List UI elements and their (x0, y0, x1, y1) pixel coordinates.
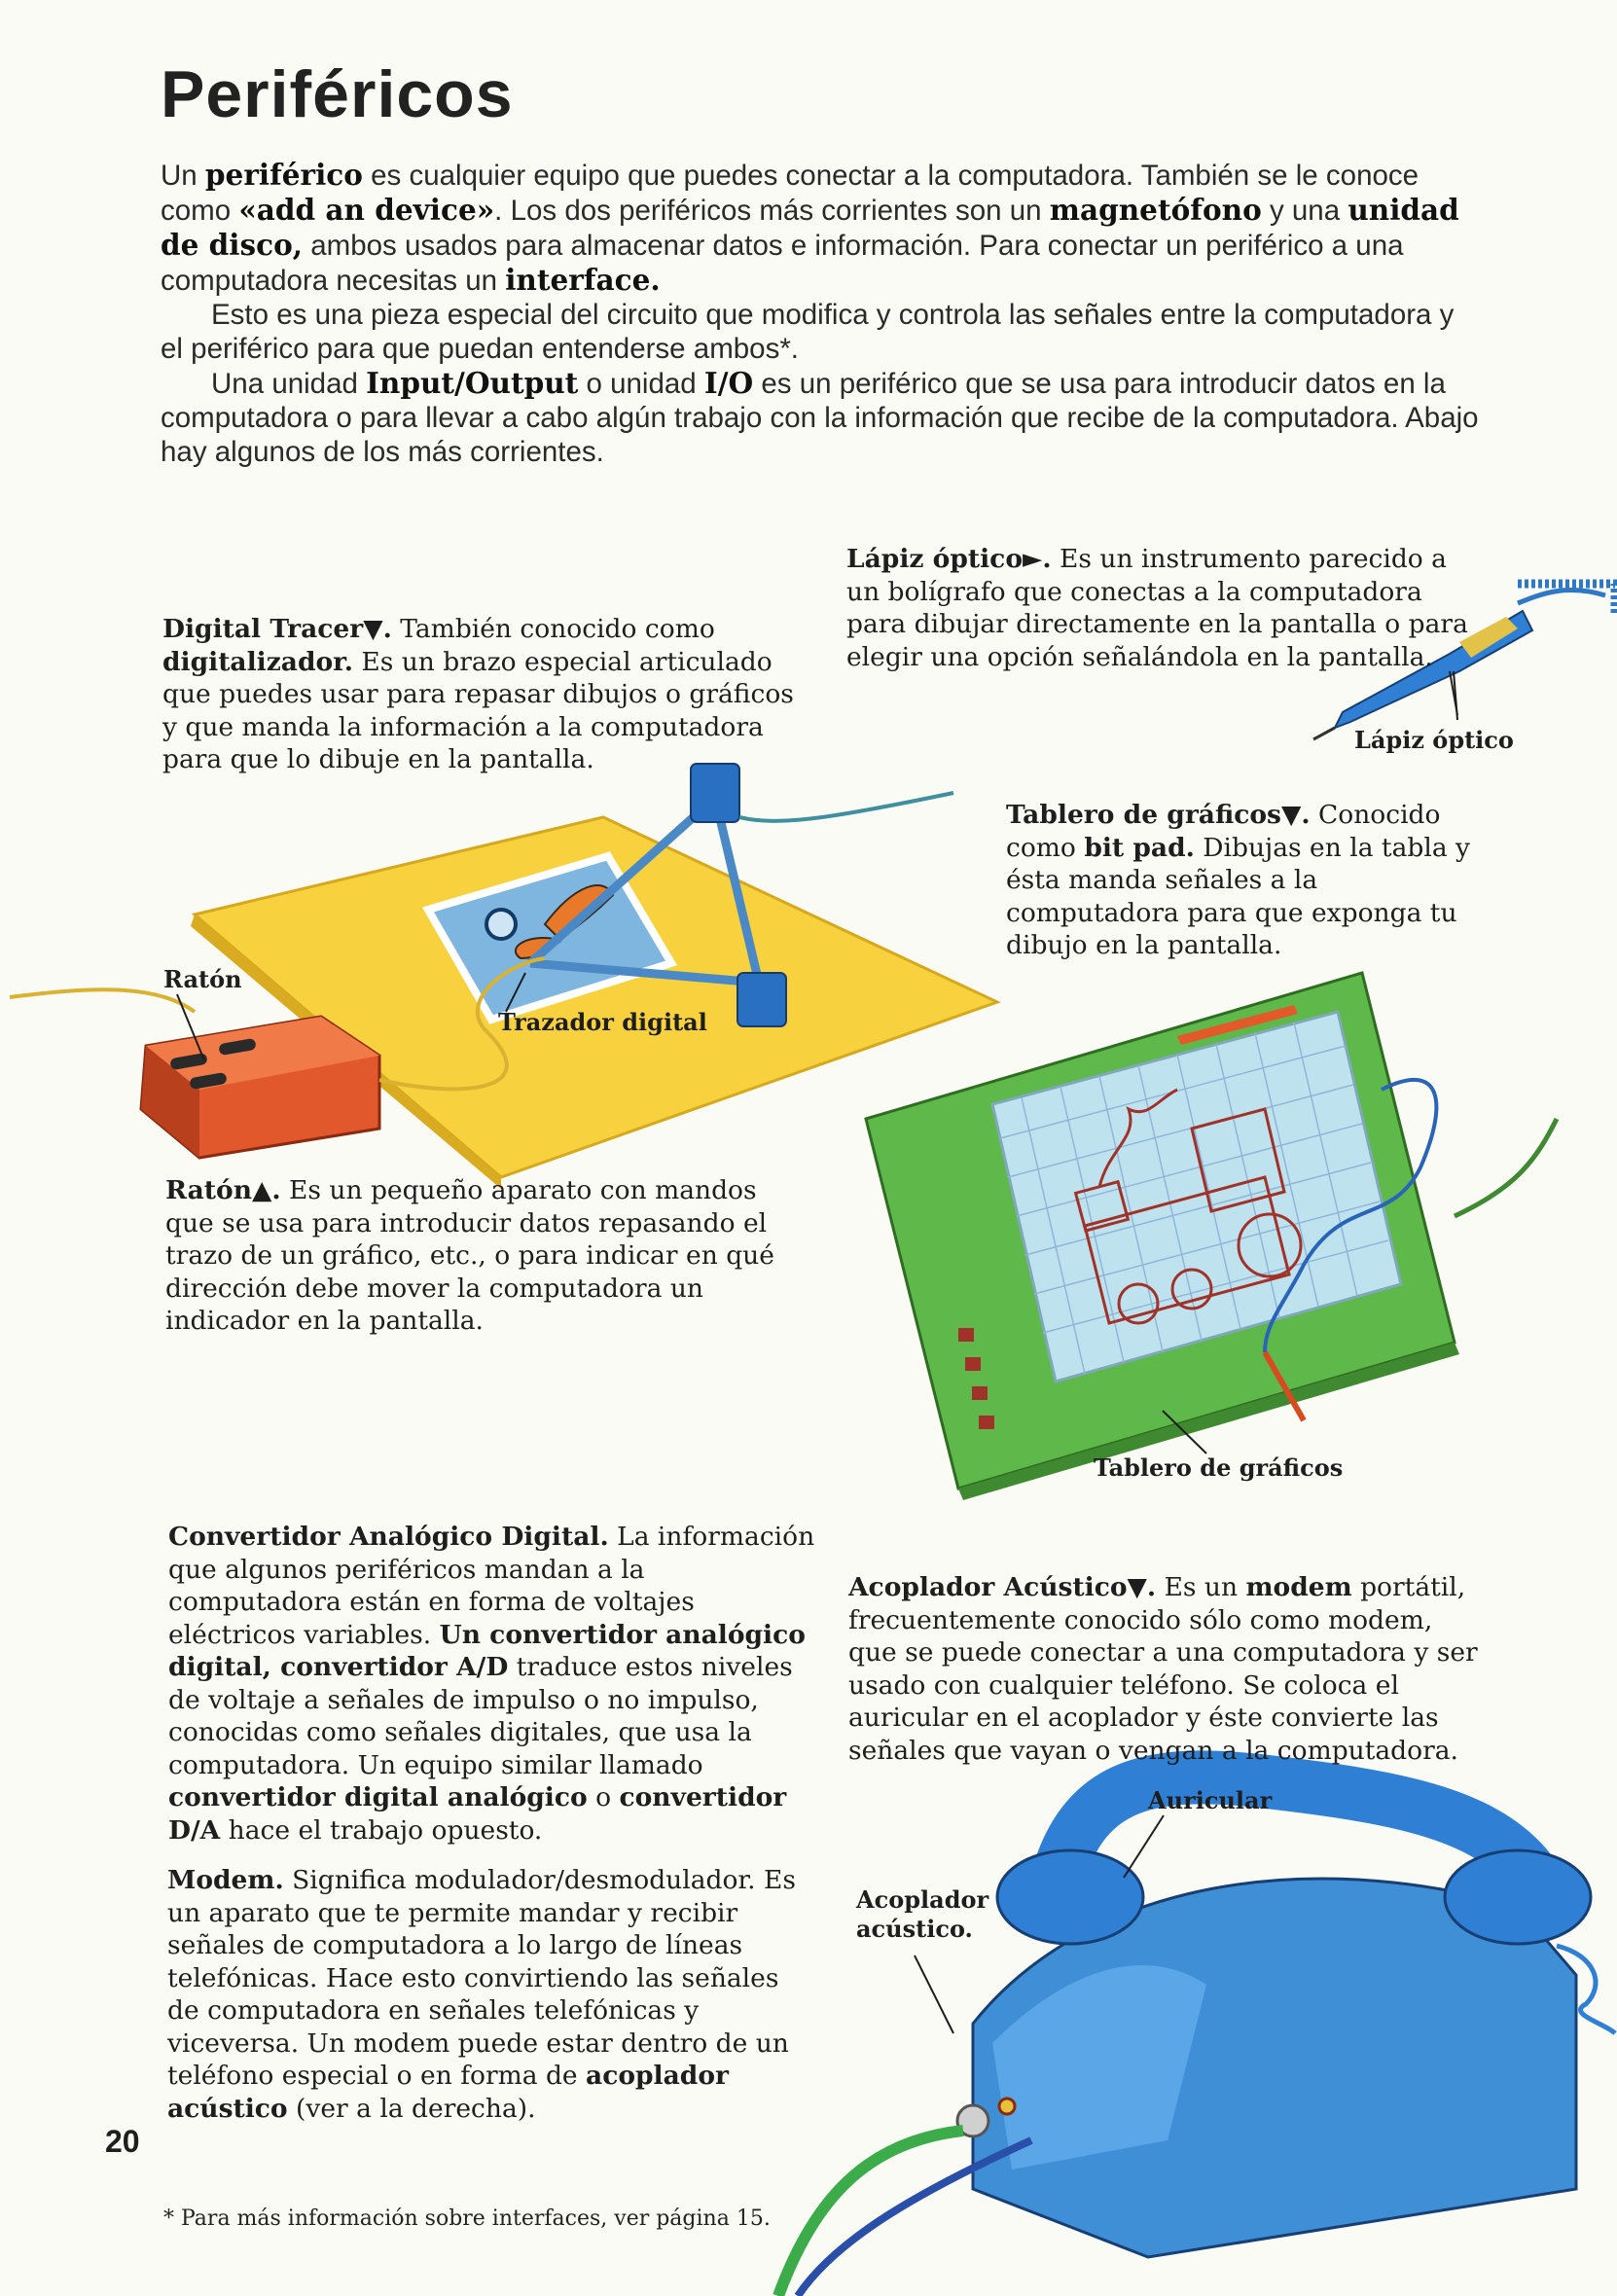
intro-text (161, 158, 1484, 469)
page-number: 20 (105, 2124, 140, 2159)
caption-lapiz-optico: Lápiz óptico (1354, 726, 1514, 754)
intro-paragraph-1: Un periférico es cualquier equipo que puedes conectar a la computadora. También se le conoce como «add an device». Los dos periféricos más corrientes son un magnetófono y una unidad de disco, ambos usados para almacenar datos e información. Para conectar un periférico a una computadora necesitas un interface. (161, 158, 1459, 297)
caption-raton: Ratón (163, 965, 242, 993)
section-acoplador-acustico: Acoplador Acústico▼. Es un modem portátil, frecuentemente conocido sólo como modem, que se puede conectar a una computadora y ser usado con cualquier teléfono. Se coloca el auricular en el acoplador y éste convierte las señales que vayan o vengan a la computadora. (848, 1572, 1478, 1766)
acoustic-coupler-illustration (778, 1777, 1615, 2296)
section-modem: Modem. Significa modulador/desmodulador. Es un aparato que te permite mandar y recibir señales de computadora a lo largo de líneas telefónicas. Hace esto convirtiendo las señales de computadora en señales telefónicas y viceversa. Un modem puede estar dentro de un teléfono especial o en forma de acoplador acústico (ver a la derecha). (167, 1865, 796, 2124)
footnote: * Para más información sobre interfaces, ver página 15. (163, 2206, 771, 2231)
section-raton: Ratón▲. Es un pequeño aparato con mandos que se usa para introducir datos repasando el trazo de un gráfico, etc., o para indicar en qué dirección debe mover la computadora un indicador en la pantalla. (165, 1175, 774, 1336)
section-convertidor: Convertidor Analógico Digital. La información que algunos periféricos mandan a la computadora están en forma de voltajes eléctricos variables. Un convertidor analógico digital, convertidor A/D traduce estos niveles de voltaje a señales de impulso o no impulso, conocidas como señales digitales, que usa la computadora. Un equipo similar llamado convertidor digital analógico o convertidor D/A hace el trabajo opuesto. (168, 1522, 815, 1846)
section-tablero-graficos: Tablero de gráficos▼. Conocido como bit pad. Dibujas en la tabla y ésta manda señales a la computadora para que exponga tu dibujo en la pantalla. (1006, 800, 1471, 960)
caption-acoplador-line-2: acústico. (856, 1915, 973, 1943)
caption-tablero-graficos: Tablero de gráficos (1094, 1453, 1344, 1482)
section-lapiz-optico: Lápiz óptico►. Es un instrumento parecido a un bolígrafo que conectas a la computadora para dibujar directamente en la pantalla o para elegir una opción señalándola en la pantalla. (846, 544, 1468, 672)
section-digital-tracer: Digital Tracer▼. También conocido como digitalizador. Es un brazo especial articulado que puedes usar para repasar dibujos o gráficos y que manda la información a la computadora para que lo dibuje en la pantalla. (162, 614, 794, 774)
caption-acoplador-line-1: Acoplador (856, 1885, 989, 1914)
intro-paragraph-3: Una unidad Input/Output o unidad I/O es un periférico que se usa para introducir datos en la computadora o para llevar a cabo algún trabajo con la información que recibe de la computadora. Abajo hay algunos de los más corrientes. (161, 366, 1479, 468)
page-title: Periféricos (161, 57, 514, 131)
caption-trazador-digital: Trazador digital (498, 1008, 707, 1036)
caption-auricular: Auricular (1148, 1786, 1273, 1814)
graphics-tablet-illustration (866, 973, 1557, 1500)
intro-paragraph-2: Esto es una pieza especial del circuito que modifica y controla las señales entre la computadora y el periférico para que puedan entenderse ambos*. (161, 299, 1455, 365)
